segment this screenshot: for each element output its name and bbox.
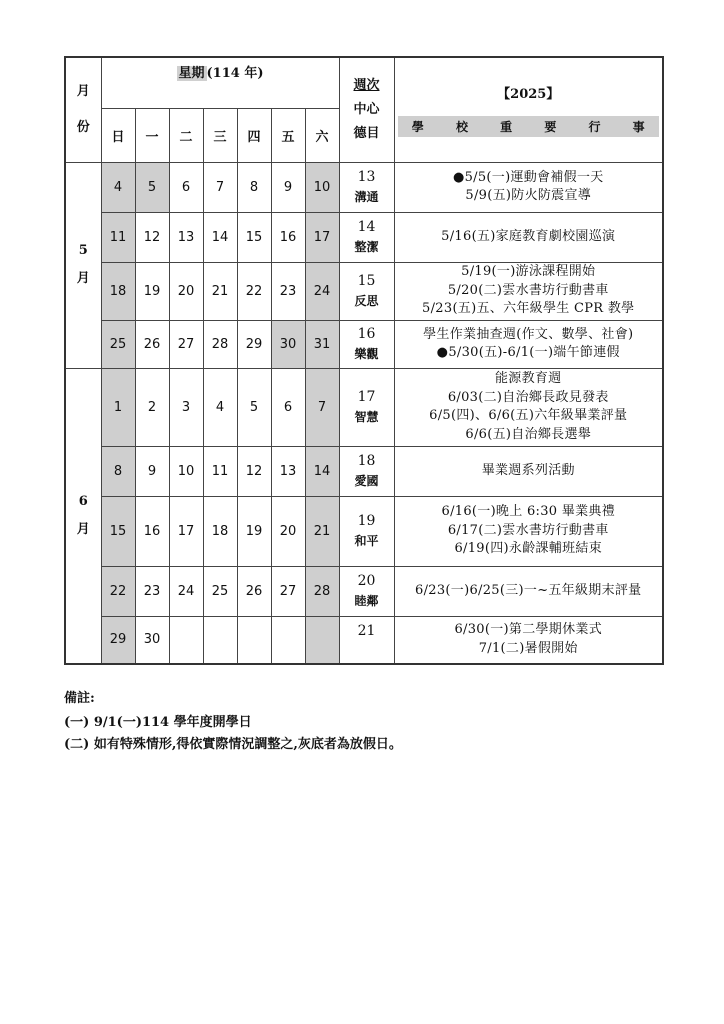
day-cell: 6 <box>169 162 203 212</box>
day-cell: 20 <box>271 496 305 566</box>
month-header: 月 份 <box>65 57 101 162</box>
day-cell: 15 <box>237 212 271 262</box>
day-cell: 26 <box>237 566 271 616</box>
day-cell: 15 <box>101 496 135 566</box>
event-item: 5/20(二)雲水書坊行動書車 <box>447 282 609 298</box>
month-june: 6 月 <box>65 368 101 664</box>
note-item: (一) 9/1(一)114 學年度開學日 <box>64 715 252 730</box>
week-virtue-cell: 21 <box>339 616 394 664</box>
events-header <box>394 57 663 162</box>
day-cell: 8 <box>101 446 135 496</box>
week-row <box>65 566 663 616</box>
day-cell: 2 <box>135 368 169 446</box>
week-virtue-cell: 13 溝通 <box>339 162 394 212</box>
day-cell: 13 <box>271 446 305 496</box>
day-cell: 7 <box>305 368 339 446</box>
day-cell: 19 <box>135 262 169 320</box>
event-item: 5/19(一)游泳課程開始 <box>461 264 596 280</box>
event-item: 能源教育週 <box>494 371 562 386</box>
day-cell: 16 <box>135 496 169 566</box>
dayname-sun: 日 <box>101 108 135 162</box>
week-row <box>65 162 663 212</box>
day-cell: 23 <box>271 262 305 320</box>
day-cell: 12 <box>135 212 169 262</box>
events-cell <box>394 212 663 262</box>
day-cell: 10 <box>305 162 339 212</box>
events-cell <box>394 496 663 566</box>
calendar-table <box>64 56 664 665</box>
dayname-wed: 三 <box>203 108 237 162</box>
day-cell: 13 <box>169 212 203 262</box>
week-label: 星期 <box>178 66 205 81</box>
event-item: 6/30(一)第二學期休業式 <box>454 622 603 638</box>
note-item: (二) 如有特殊情形,得依實際情況調整之,灰底者為放假日。 <box>64 737 402 752</box>
event-item: 5/16(五)家庭教育劇校園巡演 <box>441 228 616 244</box>
events-cell <box>394 162 663 212</box>
day-cell <box>305 616 339 664</box>
day-cell: 9 <box>135 446 169 496</box>
dayname-fri: 五 <box>271 108 305 162</box>
events-cell <box>394 262 663 320</box>
week-virtue-cell: 14 整潔 <box>339 212 394 262</box>
day-cell: 25 <box>203 566 237 616</box>
day-cell: 4 <box>101 162 135 212</box>
event-item: 6/17(二)雲水書坊行動書車 <box>447 522 609 538</box>
day-cell: 11 <box>203 446 237 496</box>
year-label: 【2025】 <box>497 86 560 102</box>
event-item: 6/5(四)、6/6(五)六年級畢業評量 <box>429 408 628 423</box>
day-cell: 30 <box>271 320 305 368</box>
day-cell: 18 <box>101 262 135 320</box>
events-cell <box>394 616 663 664</box>
day-cell: 8 <box>237 162 271 212</box>
day-cell: 24 <box>305 262 339 320</box>
notes-title: 備註: <box>64 691 95 706</box>
day-cell <box>271 616 305 664</box>
week-virtue-cell: 20 睦鄰 <box>339 566 394 616</box>
day-cell: 14 <box>203 212 237 262</box>
day-cell: 5 <box>237 368 271 446</box>
event-item: 學生作業抽查週(作文、數學、社會) <box>423 326 634 342</box>
events-cell <box>394 446 663 496</box>
week-virtue-cell: 15 反思 <box>339 262 394 320</box>
day-cell: 12 <box>237 446 271 496</box>
day-cell <box>169 616 203 664</box>
day-cell: 17 <box>305 212 339 262</box>
event-item: 6/19(四)永齡課輔班結束 <box>454 541 603 557</box>
day-cell: 1 <box>101 368 135 446</box>
day-cell: 21 <box>203 262 237 320</box>
day-cell: 31 <box>305 320 339 368</box>
dayname-thu: 四 <box>237 108 271 162</box>
day-cell: 27 <box>169 320 203 368</box>
week-row <box>65 616 663 664</box>
day-cell: 9 <box>271 162 305 212</box>
notes-section <box>64 688 402 756</box>
week-row <box>65 496 663 566</box>
week-row <box>65 446 663 496</box>
week-virtue-cell: 16 樂觀 <box>339 320 394 368</box>
day-cell: 28 <box>305 566 339 616</box>
event-item: 6/03(二)自治鄉長政見發表 <box>447 389 609 405</box>
event-item: 6/16(一)晚上 6:30 畢業典禮 <box>441 504 615 520</box>
week-row <box>65 368 663 446</box>
day-cell: 3 <box>169 368 203 446</box>
dayname-tue: 二 <box>169 108 203 162</box>
day-cell: 26 <box>135 320 169 368</box>
day-cell <box>203 616 237 664</box>
day-cell: 6 <box>271 368 305 446</box>
day-cell: 17 <box>169 496 203 566</box>
event-item: 6/23(一)6/25(三)一~五年級期末評量 <box>415 582 642 598</box>
events-cell <box>394 320 663 368</box>
day-cell: 10 <box>169 446 203 496</box>
event-item: 5/9(五)防火防震宣導 <box>465 188 592 203</box>
week-row <box>65 320 663 368</box>
day-cell: 16 <box>271 212 305 262</box>
day-cell: 28 <box>203 320 237 368</box>
day-cell: 24 <box>169 566 203 616</box>
month-may: 5 月 <box>65 162 101 368</box>
events-cell <box>394 368 663 446</box>
day-cell: 4 <box>203 368 237 446</box>
day-cell: 22 <box>237 262 271 320</box>
event-item: ●5/5(一)運動會補假一天 <box>452 169 604 185</box>
day-cell: 5 <box>135 162 169 212</box>
day-cell <box>237 616 271 664</box>
event-item: ●5/30(五)-6/1(一)端午節連假 <box>436 345 620 360</box>
day-cell: 14 <box>305 446 339 496</box>
events-title: 學 校 重 要 行 事 <box>398 116 659 137</box>
day-cell: 18 <box>203 496 237 566</box>
event-item: 7/1(二)暑假開始 <box>478 640 578 656</box>
day-cell: 25 <box>101 320 135 368</box>
day-cell: 29 <box>237 320 271 368</box>
day-cell: 7 <box>203 162 237 212</box>
day-cell: 22 <box>101 566 135 616</box>
event-item: 6/6(五)自治鄉長選舉 <box>465 426 592 442</box>
day-cell: 19 <box>237 496 271 566</box>
dayname-sat: 六 <box>305 108 339 162</box>
day-cell: 23 <box>135 566 169 616</box>
day-cell: 27 <box>271 566 305 616</box>
week-virtue-header: 週次 中心 德目 <box>339 57 394 162</box>
day-cell: 20 <box>169 262 203 320</box>
week-virtue-cell: 19 和平 <box>339 496 394 566</box>
event-item: 畢業週系列活動 <box>481 462 575 478</box>
week-row <box>65 212 663 262</box>
day-cell: 11 <box>101 212 135 262</box>
week-row <box>65 262 663 320</box>
day-cell: 29 <box>101 616 135 664</box>
day-cell: 30 <box>135 616 169 664</box>
event-item: 5/23(五)五、六年級學生 CPR 教學 <box>422 301 635 317</box>
weekday-header <box>101 57 339 108</box>
week-virtue-cell: 18 愛國 <box>339 446 394 496</box>
dayname-mon: 一 <box>135 108 169 162</box>
events-cell <box>394 566 663 616</box>
year-suffix: (114 年) <box>206 66 264 81</box>
day-cell: 21 <box>305 496 339 566</box>
week-virtue-cell: 17 智慧 <box>339 368 394 446</box>
